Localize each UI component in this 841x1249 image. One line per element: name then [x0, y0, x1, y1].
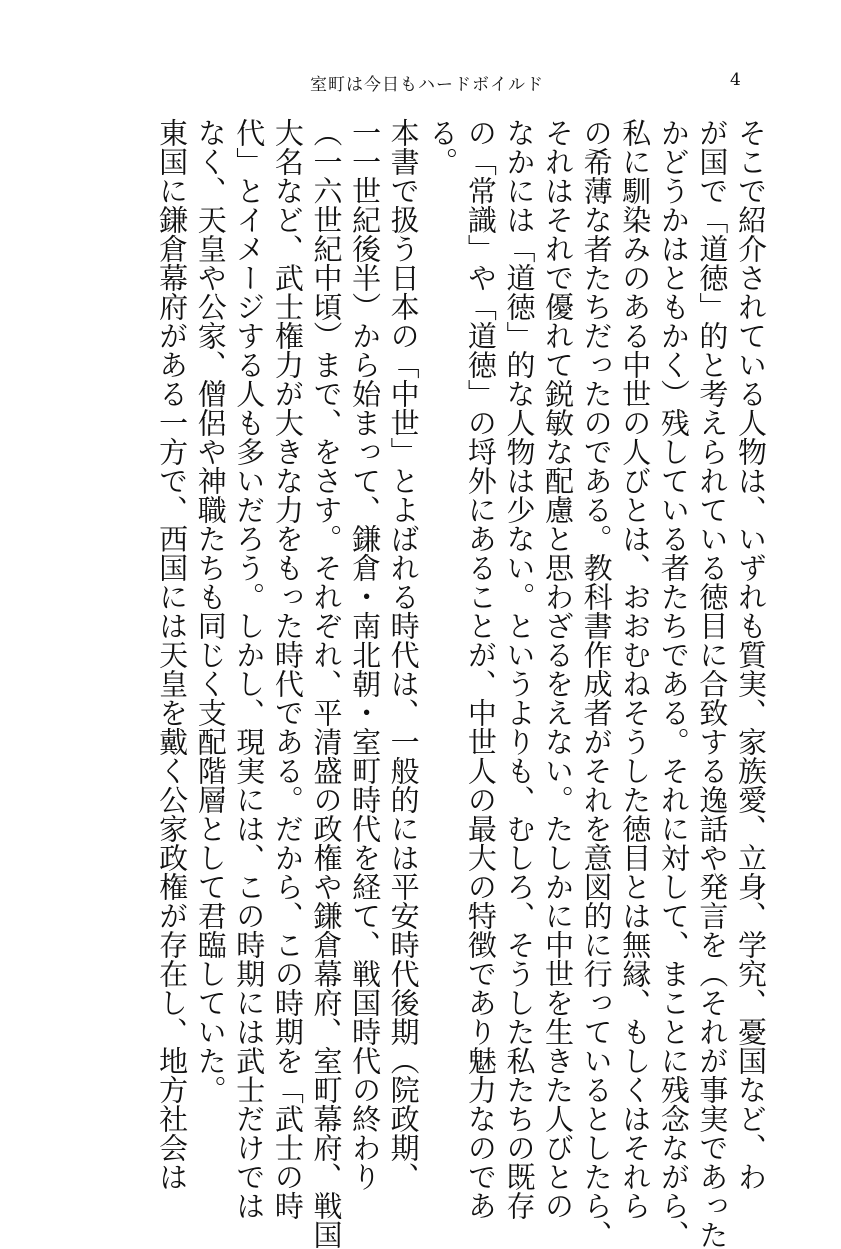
text-column: の希薄な者たちだったのである。教科書作成者がそれを意図的に行っているとしたら、 [579, 118, 614, 1249]
text-column: 私に馴染みのある中世の人びとは、おおむねそうした徳目とは無縁、もしくはそれら [618, 118, 653, 1220]
text-column: る。 [425, 118, 460, 176]
text-column: が国で「道徳」的と考えられている徳目に合致する逸話や発言を（それが事実であった [695, 118, 730, 1249]
running-header [0, 70, 841, 94]
paragraph-3 [153, 118, 192, 1191]
text-column: かどうかはともかく）残している者たちである。それに対して、まことに残念ながら、 [656, 118, 691, 1249]
paragraph-2 [191, 118, 423, 1249]
text-column: なかには「道徳」的な人物は少ない。というよりも、むしろ、そうした私たちの既存 [502, 118, 537, 1220]
text-column: 一一世紀後半）から始まって、鎌倉・南北朝・室町時代を経て、戦国時代の終わり [348, 118, 383, 1191]
text-column: 大名など、武士権力が大きな力をもった時代である。だから、この時期を「武士の時 [270, 118, 305, 1220]
text-column: 東国に鎌倉幕府がある一方で、西国には天皇を戴く公家政権が存在し、地方社会は [155, 118, 190, 1191]
paragraph-1 [423, 118, 770, 1249]
text-column: 本書で扱う日本の「中世」とよばれる時代は、一般的には平安時代後期（院政期、 [386, 118, 421, 1191]
text-column: （一六世紀中頃）まで、をさす。それぞれ、平清盛の政権や鎌倉幕府、室町幕府、戦国 [309, 118, 344, 1249]
text-column: 代」とイメージする人も多いだろう。しかし、現実には、この時期には武士だけでは [232, 118, 267, 1220]
body-text [88, 118, 770, 1249]
page-number: 4 [730, 70, 741, 90]
text-column: なく、天皇や公家、僧侶や神職たちも同じく支配階層として君臨していた。 [193, 118, 228, 1104]
text-column: それはそれで優れて鋭敏な配慮と思わざるをえない。たしかに中世を生きた人びとの [541, 118, 576, 1220]
text-column: の「常識」や「道徳」の埒外にあることが、中世人の最大の特徴であり魅力なのであ [463, 118, 498, 1220]
book-title: 室町は今日もハードボイルド [310, 75, 544, 95]
text-column: そこで紹介されている人物は、いずれも質実、家族愛、立身、学究、憂国など、わ [734, 118, 768, 1191]
